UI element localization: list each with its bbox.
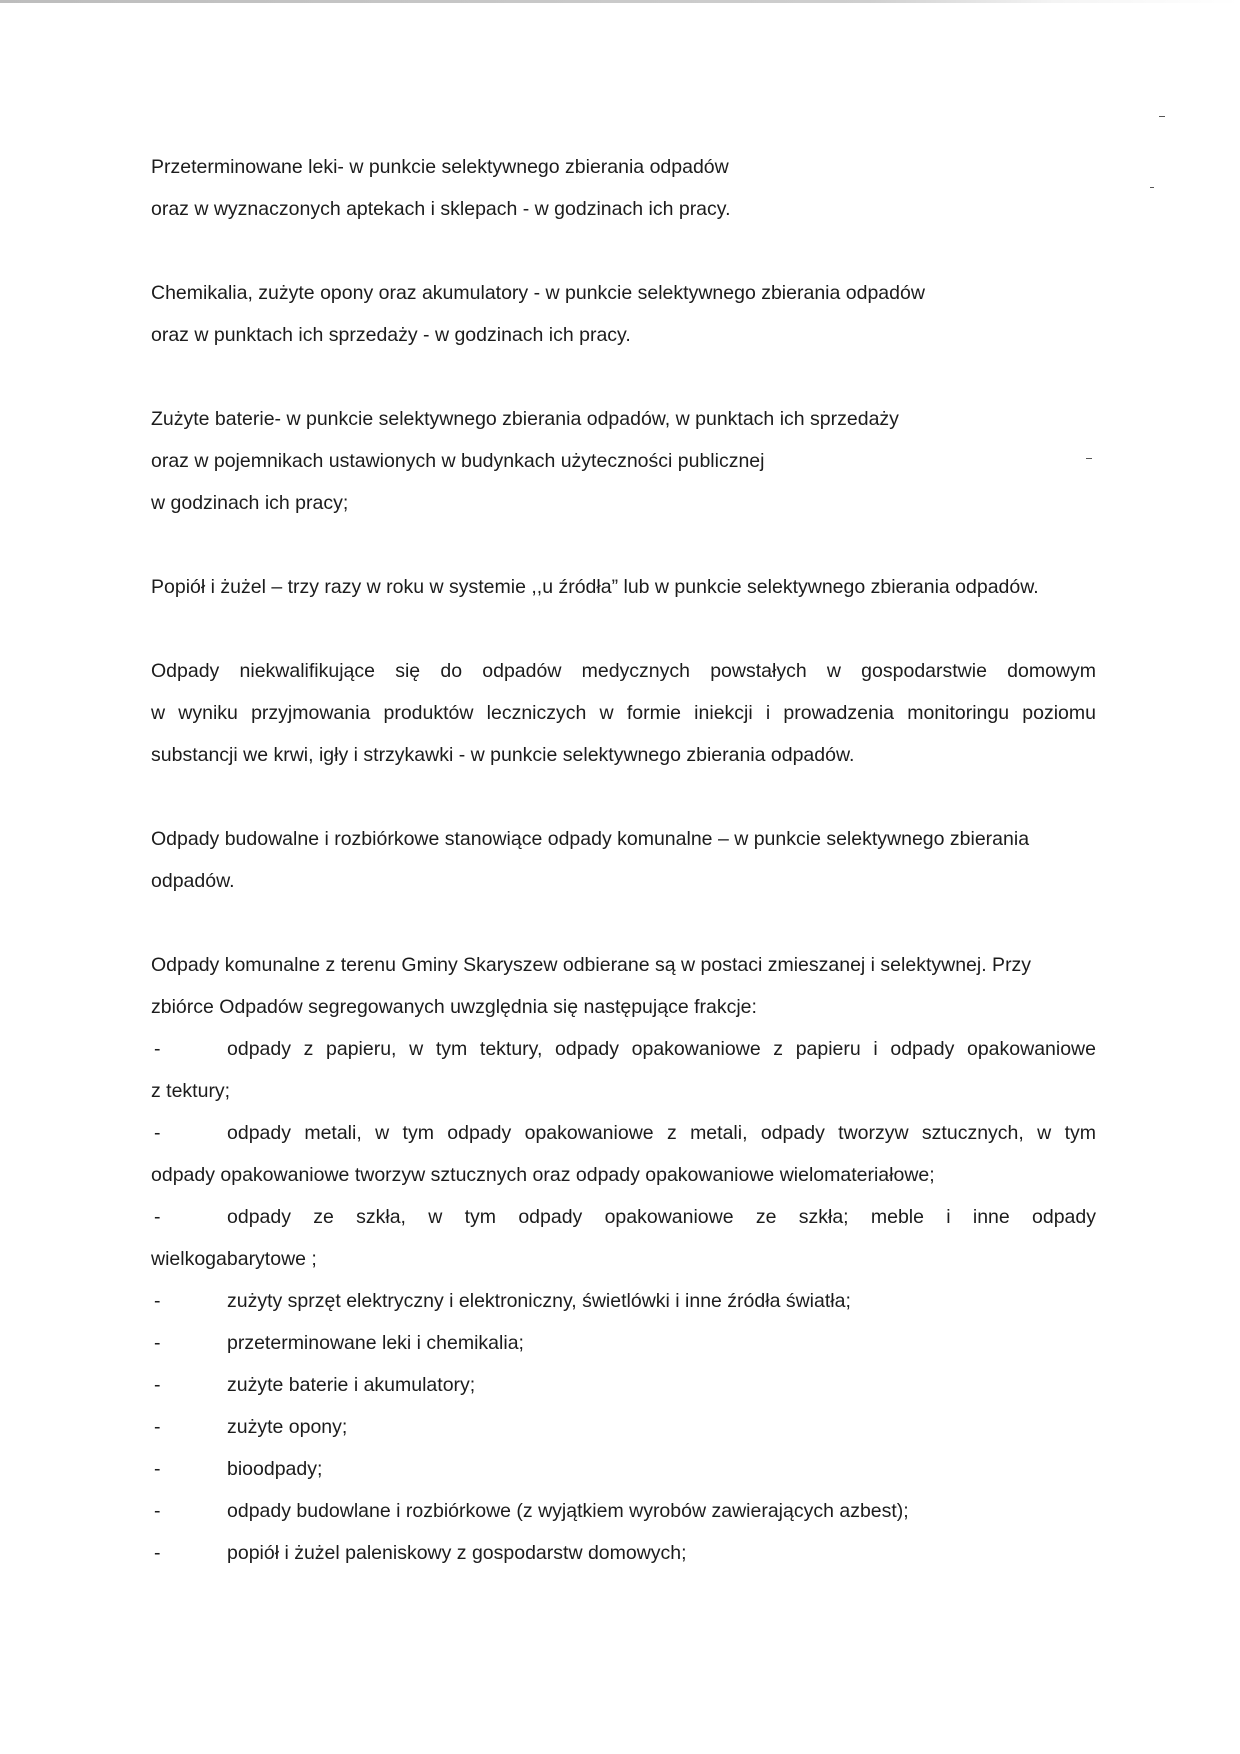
- paragraph-construction-waste: [151, 818, 1096, 902]
- list-item: [151, 1322, 1096, 1364]
- list-item-text: zużyte baterie i akumulatory;: [227, 1374, 476, 1396]
- bullet-dash: -: [154, 1122, 161, 1144]
- bullet-dash: -: [154, 1500, 161, 1522]
- list-item-text: odpady budowlane i rozbiórkowe (z wyjątkiem wyrobów zawierających azbest);: [227, 1500, 909, 1522]
- bullet-dash: -: [154, 1416, 161, 1438]
- list-item: [151, 1406, 1096, 1448]
- text-line: oraz w wyznaczonych aptekach i sklepach - w godzinach ich pracy.: [151, 198, 731, 220]
- scan-speck: [1159, 116, 1165, 117]
- list-item-text: bioodpady;: [227, 1458, 323, 1480]
- list-item-text: popiół i żużel paleniskowy z gospodarstw domowych;: [227, 1542, 687, 1564]
- list-item-text: odpady ze szkła, w tym odpady opakowaniowe ze szkła; meble i inne odpady: [227, 1206, 1096, 1228]
- list-item: [151, 1112, 1096, 1196]
- text-line: Odpady niekwalifikujące się do odpadów medycznych powstałych w gospodarstwie domowym: [151, 660, 1096, 682]
- text-line: Popiół i żużel – trzy razy w roku w systemie ,,u źródła” lub w punkcie selektywnego zbierania odpadów.: [151, 576, 1039, 598]
- text-line: oraz w pojemnikach ustawionych w budynkach użyteczności publicznej: [151, 450, 765, 472]
- list-item: [151, 1028, 1096, 1112]
- paragraph-medical-waste: [151, 650, 1096, 776]
- list-item-continuation: z tektury;: [151, 1080, 231, 1102]
- list-item: [151, 1532, 1096, 1574]
- bullet-dash: -: [154, 1206, 161, 1228]
- paragraph-expired-medicines: [151, 146, 1096, 230]
- scan-top-edge: [0, 0, 1240, 3]
- list-item: [151, 1490, 1096, 1532]
- list-item: [151, 1280, 1096, 1322]
- text-line: zbiórce Odpadów segregowanych uwzględnia się następujące frakcje:: [151, 996, 757, 1018]
- paragraph-ash-slag: [151, 566, 1096, 608]
- list-item: [151, 1448, 1096, 1490]
- bullet-dash: -: [154, 1458, 161, 1480]
- list-item-text: przeterminowane leki i chemikalia;: [227, 1332, 524, 1354]
- list-item: [151, 1364, 1096, 1406]
- text-line: Odpady budowalne i rozbiórkowe stanowiące odpady komunalne – w punkcie selektywnego zbierania: [151, 828, 1030, 850]
- text-line: Zużyte baterie- w punkcie selektywnego zbierania odpadów, w punktach ich sprzedaży: [151, 408, 899, 430]
- list-item-continuation: odpady opakowaniowe tworzyw sztucznych oraz odpady opakowaniowe wielomateriałowe;: [151, 1164, 935, 1186]
- bullet-dash: -: [154, 1290, 161, 1312]
- text-line: w godzinach ich pracy;: [151, 492, 349, 514]
- list-item-text: zużyty sprzęt elektryczny i elektroniczny, świetlówki i inne źródła światła;: [227, 1290, 851, 1312]
- text-line: Przeterminowane leki- w punkcie selektywnego zbierania odpadów: [151, 156, 729, 178]
- text-line: odpadów.: [151, 870, 235, 892]
- text-line: w wyniku przyjmowania produktów leczniczych w formie iniekcji i prowadzenia monitoringu poziomu: [151, 702, 1096, 724]
- bullet-dash: -: [154, 1374, 161, 1396]
- scan-speck: [1150, 187, 1154, 188]
- bullet-dash: -: [154, 1038, 161, 1060]
- text-line: oraz w punktach ich sprzedaży - w godzinach ich pracy.: [151, 324, 631, 346]
- bullet-dash: -: [154, 1542, 161, 1564]
- list-item-text: odpady z papieru, w tym tektury, odpady opakowaniowe z papieru i odpady opakowaniowe: [227, 1038, 1096, 1060]
- text-line: Chemikalia, zużyte opony oraz akumulatory - w punkcie selektywnego zbierania odpadów: [151, 282, 925, 304]
- list-item-text: zużyte opony;: [227, 1416, 348, 1438]
- paragraph-municipal-waste-collection: [151, 944, 1096, 1028]
- text-line: Odpady komunalne z terenu Gminy Skaryszew odbierane są w postaci zmieszanej i selektywnej. Przy: [151, 954, 1032, 976]
- list-item-text: odpady metali, w tym odpady opakowaniowe z metali, odpady tworzyw sztucznych, w tym: [227, 1122, 1096, 1144]
- fractions-list: [151, 1028, 1096, 1574]
- bullet-dash: -: [154, 1332, 161, 1354]
- document-page: [151, 146, 1096, 1574]
- paragraph-chemicals-tires-batteries: [151, 272, 1096, 356]
- list-item-continuation: wielkogabarytowe ;: [151, 1248, 317, 1270]
- list-item: [151, 1196, 1096, 1280]
- text-line: substancji we krwi, igły i strzykawki - w punkcie selektywnego zbierania odpadów.: [151, 744, 855, 766]
- paragraph-used-batteries: [151, 398, 1096, 524]
